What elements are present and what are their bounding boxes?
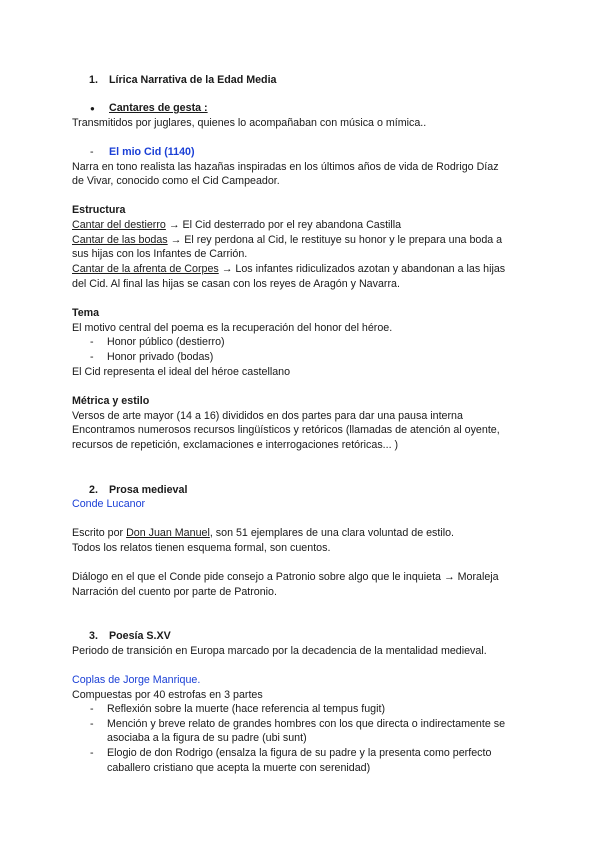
cid-title: El mio Cid (1140) [109,146,195,158]
tema-item: Honor privado (bodas) [107,351,214,363]
narracion-line: Narración del cuento por parte de Patronio. [72,586,277,598]
cantar-bodas-title: Cantar de las bodas [72,234,168,246]
dialogo-line: Diálogo en el que el Conde pide consejo a Patronio sobre algo que le inquieta → Moraleja [72,571,499,583]
tema-close: El Cid representa el ideal del héroe castellano [72,366,291,378]
author-name: Don Juan Manuel [126,527,210,539]
cantar-afrenta-cont: del Cid. Al final las hijas se casan con los reyes de Aragón y Navarra. [72,278,400,290]
cantar-afrenta-line [72,262,505,276]
cantar-destierro-text: → El Cid desterrado por el rey abandona Castilla [165,219,402,231]
tema-text: El motivo central del poema es la recuperación del honor del héroe. [72,322,393,334]
metrica-heading: Métrica y estilo [72,395,150,407]
dash-icon: - [90,703,94,715]
cantar-destierro-title: Cantar del destierro [72,219,166,231]
cantar-afrenta-title: Cantar de la afrenta de Corpes [72,263,219,275]
cantar-destierro-line [72,218,401,232]
dash-icon: - [90,747,94,759]
coplas-item-cont: caballero cristiano que acepta la muerte con serenidad) [107,762,371,774]
dash-icon: - [90,336,94,348]
escrito-line [72,526,454,540]
metrica-line: Encontramos numerosos recursos lingüísticos y retóricos (llamadas de atención al oyente, [72,424,500,436]
bullet-dot-icon: ● [90,104,95,113]
cantar-bodas-line [72,233,502,247]
cid-text-line: Narra en tono realista las hazañas inspiradas en los últimos años de vida de Rodrigo Díaz [72,161,499,173]
cantar-afrenta-text: → Los infantes ridiculizados azotan y abandonan a las hijas [218,263,506,275]
conde-lucanor-title: Conde Lucanor [72,498,146,510]
section-1-title: Lírica Narrativa de la Edad Media [109,74,277,86]
section-3-title: Poesía S.XV [109,630,171,642]
coplas-intro: Compuestas por 40 estrofas en 3 partes [72,689,263,701]
coplas-item: Mención y breve relato de grandes hombres con los que directa o indirectamente se [107,718,506,730]
coplas-item: Reflexión sobre la muerte (hace referencia al tempus fugit) [107,703,386,715]
section-2-number: 2. [89,484,98,496]
tema-item: Honor público (destierro) [107,336,225,348]
coplas-item: Elogio de don Rodrigo (ensalza la figura de su padre y la presenta como perfecto [107,747,492,759]
dash-icon: - [90,718,94,730]
tema-heading: Tema [72,307,100,319]
section-2-title: Prosa medieval [109,484,188,496]
cantares-heading: Cantares de gesta : [109,102,208,114]
coplas-title: Coplas de Jorge Manrique. [72,674,201,686]
dash-icon: - [90,351,94,363]
relatos-line: Todos los relatos tienen esquema formal, son cuentos. [72,542,331,554]
metrica-line: Versos de arte mayor (14 a 16) divididos en dos partes para dar una pausa interna [72,410,463,422]
section-3-number: 3. [89,630,98,642]
escrito-suffix: , son 51 ejemplares de una clara voluntad de estilo. [209,527,455,539]
escrito-prefix: Escrito por [72,527,127,539]
poesia-intro: Periodo de transición en Europa marcado por la decadencia de la mentalidad medieval. [72,645,487,657]
coplas-item-cont: asociaba a la figura de su padre (ubi sunt) [107,732,307,744]
estructura-heading: Estructura [72,204,126,216]
cid-text-line: de Vivar, conocido como el Cid Campeador. [72,175,280,187]
cantar-bodas-cont: sus hijas con los Infantes de Carrión. [72,248,248,260]
metrica-line: recursos de repetición, exclamaciones e interrogaciones retóricas... ) [72,439,399,451]
dash-icon: - [90,146,94,158]
section-1-number: 1. [89,74,98,86]
cantar-bodas-text: → El rey perdona al Cid, le restituye su honor y le prepara una boda a [167,234,503,246]
cantares-intro: Transmitidos por juglares, quienes lo acompañaban con música o mímica.. [72,117,427,129]
